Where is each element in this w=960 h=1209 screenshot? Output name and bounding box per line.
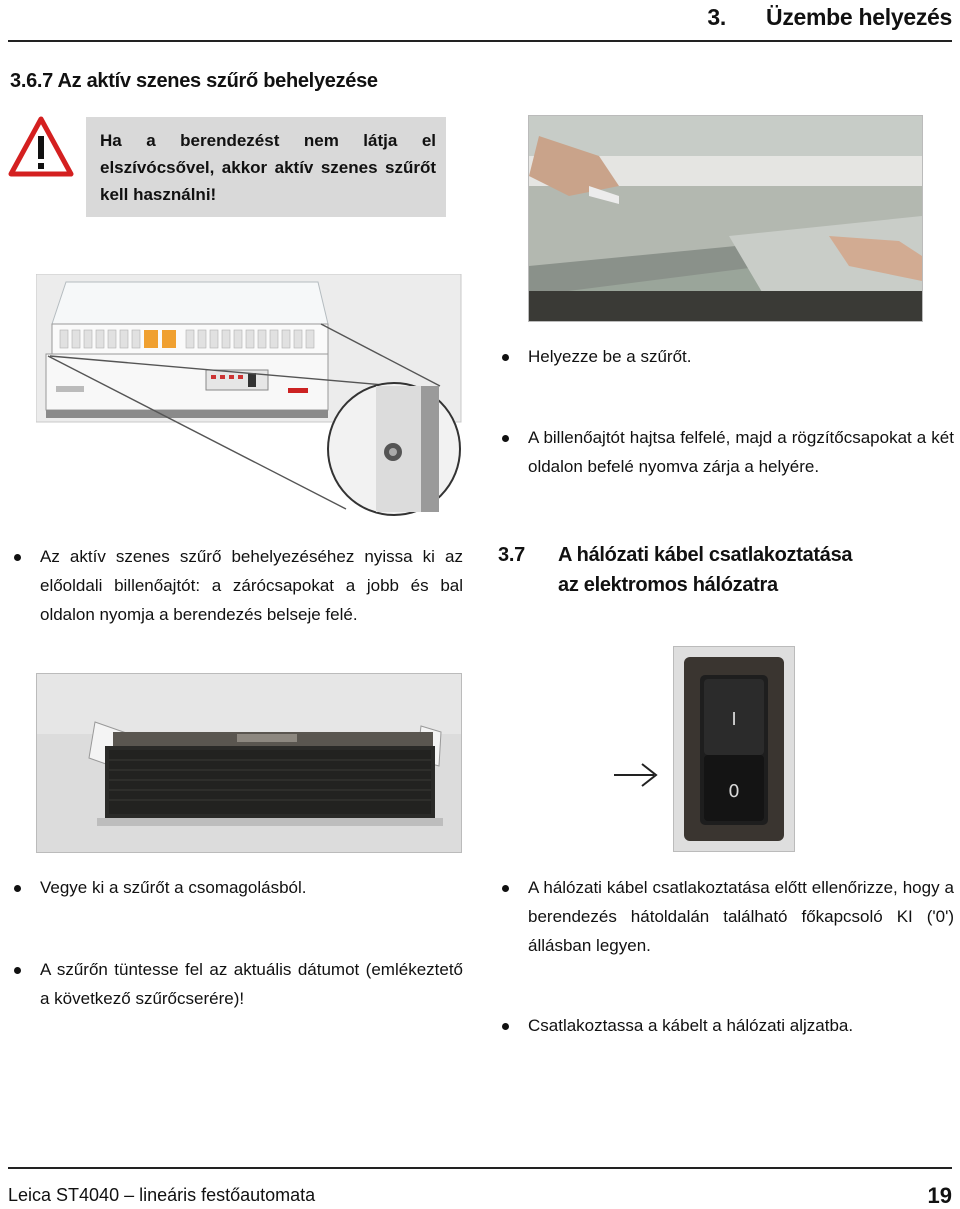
chapter-number: 3.	[707, 4, 727, 30]
warning-triangle-icon	[8, 116, 74, 178]
subsection-title-line2: az elektromos hálózatra	[558, 574, 778, 596]
insert-filter-photo	[528, 115, 923, 322]
bullet-open-door	[12, 542, 463, 629]
bullet-close-door	[500, 423, 954, 481]
bullet-date	[12, 955, 463, 1013]
list-item: Vegye ki a szűrőt a csomagolásból.	[12, 873, 463, 902]
bullet-insert	[500, 342, 954, 371]
page-number: 19	[927, 1183, 952, 1208]
switch-off-label: 0	[728, 781, 740, 802]
subsection-title	[498, 540, 852, 600]
chapter-heading	[707, 4, 952, 31]
power-switch-photo	[673, 646, 795, 852]
list-item: A hálózati kábel csatlakoztatása előtt ellenőrizze, hogy a berendezés hátoldalán található főkapcsoló KI ('0') állásban legyen.	[500, 873, 954, 960]
section-title: 3.6.7 Az aktív szenes szűrő behelyezése	[10, 70, 378, 92]
warning-text: Ha a berendezést nem látja el elszívócsővel, akkor aktív szenes szűrőt kell használni!	[100, 131, 436, 204]
bullet-check-switch	[500, 873, 954, 960]
header-rule	[8, 40, 952, 42]
list-item: Az aktív szenes szűrő behelyezéséhez nyissa ki az előoldali billenőajtót: a zárócsapokat a jobb és bal oldalon nyomja a berendezés belseje felé.	[12, 542, 463, 629]
warning-box	[86, 117, 446, 217]
right-arrow-icon	[612, 760, 660, 790]
bullet-unpack	[12, 873, 463, 902]
subsection-number: 3.7	[498, 544, 525, 566]
list-item: A billenőajtót hajtsa felfelé, majd a rögzítőcsapokat a két oldalon befelé nyomva zárja a helyére.	[500, 423, 954, 481]
chapter-title: Üzembe helyezés	[766, 4, 952, 30]
subsection-title-line1: A hálózati kábel csatlakoztatása	[558, 544, 853, 566]
list-item: A szűrőn tüntesse fel az aktuális dátumot (emlékeztető a következő szűrőcserére)!	[12, 955, 463, 1013]
bullet-connect-cable	[500, 1011, 954, 1040]
footer-rule	[8, 1167, 952, 1169]
filter-photo	[36, 673, 462, 853]
device-overview-figure	[36, 274, 466, 524]
list-item: Helyezze be a szűrőt.	[500, 342, 954, 371]
switch-on-label: I	[731, 709, 737, 730]
footer-product: Leica ST4040 – lineáris festőautomata	[8, 1185, 316, 1205]
list-item: Csatlakoztassa a kábelt a hálózati aljzatba.	[500, 1011, 954, 1040]
